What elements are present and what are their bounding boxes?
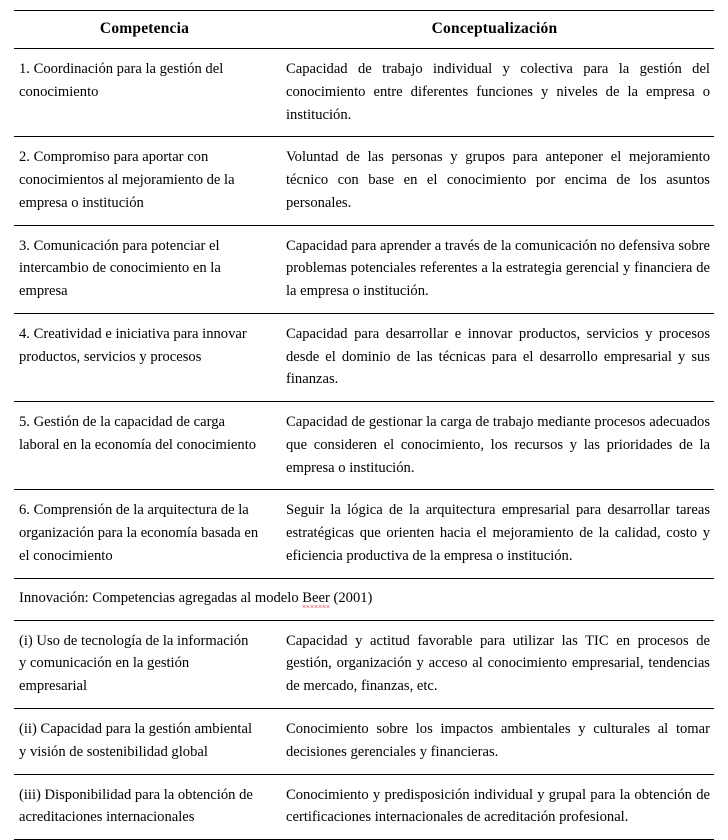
cell-competencia: 6. Comprensión de la arquitectura de la organización para la economía basada en el conocimiento — [14, 490, 275, 578]
cell-competencia: 2. Compromiso para aportar con conocimientos al mejoramiento de la empresa o institución — [14, 137, 275, 225]
column-header-conceptualizacion: Conceptualización — [275, 11, 714, 49]
cell-conceptualizacion: Capacidad de gestionar la carga de trabajo mediante procesos adecuados que consideren el conocimiento, los recursos y las prioridades de la empresa o institución. — [275, 402, 714, 490]
table-header-row — [14, 11, 714, 49]
cell-competencia: 4. Creatividad e iniciativa para innovar productos, servicios y procesos — [14, 313, 275, 401]
cell-competencia: 3. Comunicación para potenciar el intercambio de conocimiento en la empresa — [14, 225, 275, 313]
table-row — [14, 620, 714, 708]
table-row — [14, 402, 714, 490]
section-note — [14, 578, 714, 620]
table-row — [14, 708, 714, 774]
table-row — [14, 490, 714, 578]
table-header — [14, 11, 714, 49]
column-header-competencia: Competencia — [14, 11, 275, 49]
competencias-table — [14, 10, 714, 840]
table-row — [14, 225, 714, 313]
cell-conceptualizacion: Seguir la lógica de la arquitectura empresarial para desarrollar tareas estratégicas que orienten hacia el mejoramiento de la calidad, costo y eficiencia productiva de la empresa o institución. — [275, 490, 714, 578]
cell-competencia: 1. Coordinación para la gestión del conocimiento — [14, 49, 275, 137]
table-row — [14, 137, 714, 225]
cell-competencia: 5. Gestión de la capacidad de carga laboral en la economía del conocimiento — [14, 402, 275, 490]
cell-conceptualizacion: Voluntad de las personas y grupos para anteponer el mejoramiento técnico con base en el conocimiento por encima de los asuntos personales. — [275, 137, 714, 225]
cell-competencia: (iii) Disponibilidad para la obtención de acreditaciones internacionales — [14, 774, 275, 840]
table-body — [14, 49, 714, 840]
cell-conceptualizacion: Capacidad de trabajo individual y colectiva para la gestión del conocimiento entre diferentes funciones y niveles de la empresa o institución. — [275, 49, 714, 137]
cell-conceptualizacion: Capacidad para desarrollar e innovar productos, servicios y procesos desde el dominio de las técnicas para el desarrollo empresarial y sus finanzas. — [275, 313, 714, 401]
cell-conceptualizacion: Capacidad y actitud favorable para utilizar las TIC en procesos de gestión, organización y acceso al conocimiento empresarial, tendencias de mercado, finanzas, etc. — [275, 620, 714, 708]
spellcheck-flagged-word: Beer — [302, 589, 330, 606]
table-row — [14, 774, 714, 840]
cell-competencia: (i) Uso de tecnología de la información y comunicación en la gestión empresarial — [14, 620, 275, 708]
table-section-note-row — [14, 578, 714, 620]
cell-competencia: (ii) Capacidad para la gestión ambiental y visión de sostenibilidad global — [14, 708, 275, 774]
table-row — [14, 313, 714, 401]
table-row — [14, 49, 714, 137]
cell-conceptualizacion: Conocimiento sobre los impactos ambientales y culturales al tomar decisiones gerenciales y financieras. — [275, 708, 714, 774]
section-note-prefix: Innovación: Competencias agregadas al modelo — [19, 589, 303, 606]
cell-conceptualizacion: Conocimiento y predisposición individual y grupal para la obtención de certificaciones internacionales de acreditación profesional. — [275, 774, 714, 840]
cell-conceptualizacion: Capacidad para aprender a través de la comunicación no defensiva sobre problemas potenciales referentes a la estrategia gerencial y financiera de la empresa o institución. — [275, 225, 714, 313]
section-note-suffix: (2001) — [329, 589, 373, 606]
